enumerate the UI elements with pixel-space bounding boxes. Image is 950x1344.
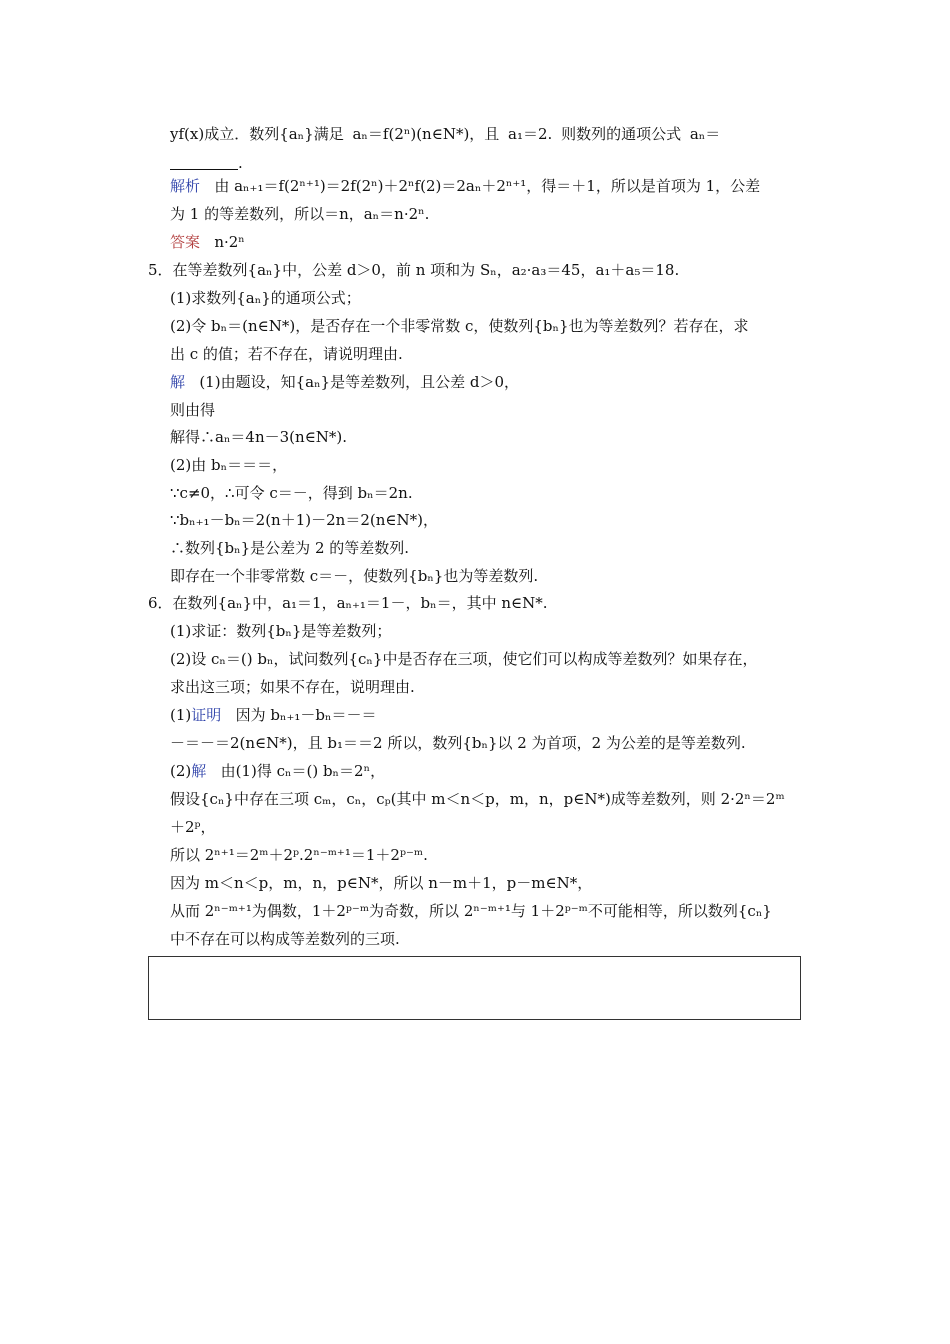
q5-solution-line-2: 则由得 bbox=[170, 401, 216, 419]
q4-analysis-line-1 bbox=[170, 176, 760, 196]
q6-proof-line-1 bbox=[170, 705, 376, 725]
q6-solution-line-5: 因为 m＜n＜p，m，n，p∈N*，所以 n－m＋1，p－m∈N*， bbox=[170, 874, 593, 892]
proof-label: 证明 bbox=[191, 706, 222, 724]
solution-label: 解 bbox=[170, 373, 186, 391]
q5-solution-line-6: ∵bₙ₊₁－bₙ＝2(n＋1)－2n＝2(n∈N*)， bbox=[170, 511, 438, 529]
q5-solution-text-1: (1)由题设，知{aₙ}是等差数列，且公差 d＞0， bbox=[199, 373, 520, 391]
q6-proof-text-1: 因为 bₙ₊₁－bₙ＝－＝ bbox=[235, 706, 377, 724]
solution-label: 解 bbox=[191, 762, 207, 780]
q4-answer-value: n·2ⁿ bbox=[214, 233, 245, 251]
q6-number: 6． bbox=[148, 594, 173, 612]
q6-stem-line bbox=[148, 593, 548, 613]
q4-analysis-line-2: 为 1 的等差数列，所以＝n，aₙ＝n·2ⁿ. bbox=[170, 205, 430, 223]
q6-part-2-line-2: 求出这三项；如果不存在，说明理由. bbox=[170, 678, 415, 696]
q4-analysis-text-1: 由 aₙ₊₁＝f(2ⁿ⁺¹)＝2f(2ⁿ)＋2ⁿf(2)＝2aₙ＋2ⁿ⁺¹，得＝＋1，所以是首项为 1，公差 bbox=[214, 177, 761, 195]
answer-label: 答案 bbox=[170, 233, 201, 251]
q6-solution-line-3: ＋2ᵖ， bbox=[170, 818, 216, 836]
q4-blank-tail: . bbox=[238, 154, 243, 172]
q4-stem-line: yf(x)成立．数列{aₙ}满足 aₙ＝f(2ⁿ)(n∈N*)，且 a₁＝2. 则数列的通项公式 aₙ＝ bbox=[170, 125, 721, 143]
q5-solution-line-5: ∵c≠0，∴可令 c＝－，得到 bₙ＝2n. bbox=[170, 484, 413, 502]
q6-solution-line-4: 所以 2ⁿ⁺¹＝2ᵐ＋2ᵖ.2ⁿ⁻ᵐ⁺¹＝1＋2ᵖ⁻ᵐ. bbox=[170, 846, 428, 864]
q5-solution-line-3: 解得∴aₙ＝4n－3(n∈N*). bbox=[170, 428, 348, 446]
q6-solution-prefix: (2) bbox=[170, 762, 192, 780]
empty-frame-box bbox=[148, 956, 801, 1020]
q6-solution-line-7: 中不存在可以构成等差数列的三项. bbox=[170, 930, 400, 948]
q6-solution-line-1 bbox=[170, 761, 385, 781]
q5-part-2-line-2: 出 c 的值；若不存在，请说明理由. bbox=[170, 345, 403, 363]
q6-proof-prefix: (1) bbox=[170, 706, 192, 724]
q5-solution-line-8: 即存在一个非零常数 c＝－，使数列{bₙ}也为等差数列. bbox=[170, 567, 539, 585]
q6-stem: 在数列{aₙ}中，a₁＝1，aₙ₊₁＝1－，bₙ＝，其中 n∈N*. bbox=[172, 594, 548, 612]
q4-answer-line bbox=[170, 232, 245, 252]
q5-part-1: (1)求数列{aₙ}的通项公式； bbox=[170, 289, 361, 307]
q6-proof-line-2: －＝－＝2(n∈N*)，且 b₁＝＝2 所以，数列{bₙ}以 2 为首项，2 为公差的是等差数列. bbox=[170, 734, 746, 752]
q6-solution-text-1: 由(1)得 cₙ＝() bₙ＝2ⁿ， bbox=[220, 762, 386, 780]
q5-part-2-line-1: (2)令 bₙ＝(n∈N*)，是否存在一个非零常数 c，使数列{bₙ}也为等差数列？若存在，求 bbox=[170, 317, 749, 335]
q6-solution-line-2: 假设{cₙ}中存在三项 cₘ，cₙ，cₚ(其中 m＜n＜p，m，n，p∈N*)成等差数列，则 2·2ⁿ＝2ᵐ bbox=[170, 790, 785, 808]
q6-part-1: (1)求证：数列{bₙ}是等差数列； bbox=[170, 622, 392, 640]
answer-blank bbox=[170, 156, 238, 170]
q5-number: 5． bbox=[148, 261, 173, 279]
q4-answer-blank-line bbox=[170, 153, 243, 173]
q5-stem: 在等差数列{aₙ}中，公差 d＞0，前 n 项和为 Sₙ，a₂·a₃＝45，a₁＋a₅＝18. bbox=[172, 261, 680, 279]
q5-solution-line-4: (2)由 bₙ＝＝＝， bbox=[170, 456, 288, 474]
q6-part-2-line-1: (2)设 cₙ＝() bₙ，试问数列{cₙ}中是否存在三项，使它们可以构成等差数列？如果存在， bbox=[170, 650, 758, 668]
q6-solution-line-6: 从而 2ⁿ⁻ᵐ⁺¹为偶数，1＋2ᵖ⁻ᵐ为奇数，所以 2ⁿ⁻ᵐ⁺¹与 1＋2ᵖ⁻ᵐ不可能相等，所以数列{cₙ} bbox=[170, 902, 772, 920]
analysis-label: 解析 bbox=[170, 177, 201, 195]
q5-solution-line-1 bbox=[170, 372, 519, 392]
q5-stem-line bbox=[148, 260, 679, 280]
q5-solution-line-7: ∴数列{bₙ}是公差为 2 的等差数列. bbox=[170, 539, 410, 557]
